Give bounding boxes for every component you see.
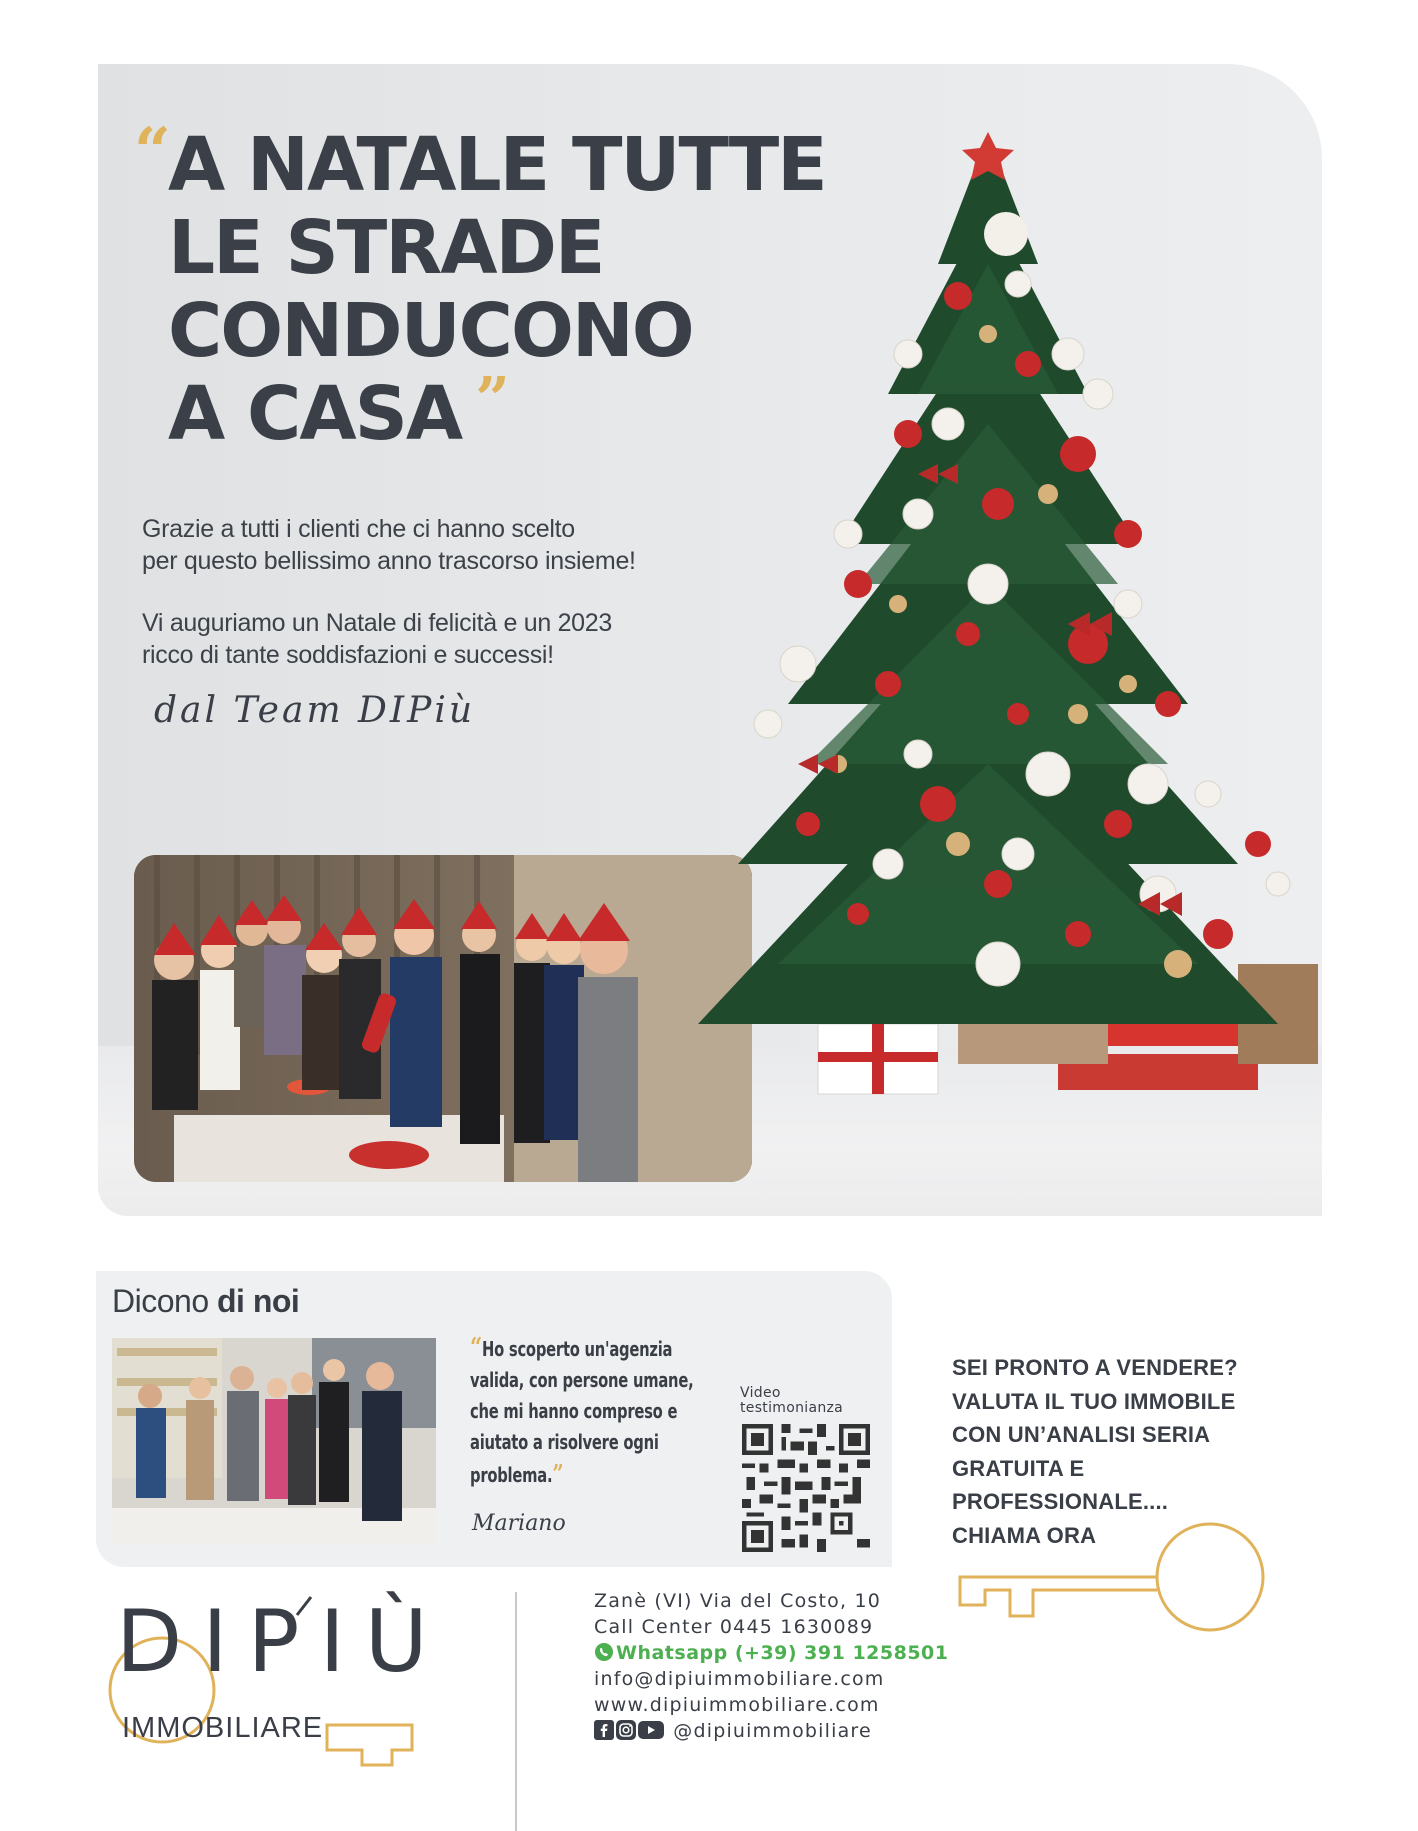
quote-close-mark: ”: [552, 1459, 564, 1488]
cta-line: PROFESSIONALE....: [952, 1489, 1169, 1514]
whatsapp-number: Whatsapp (+39) 391 1258501: [616, 1642, 949, 1664]
youtube-icon[interactable]: [638, 1720, 664, 1740]
video-label: [740, 1386, 843, 1416]
testimonial-quote: [470, 1333, 724, 1491]
cta-line: CON UN’ANALISI SERIA: [952, 1422, 1211, 1447]
quote-line: problema.: [470, 1463, 553, 1487]
testimonial-title-regular: Dicono: [112, 1283, 217, 1319]
social-row: [594, 1718, 949, 1744]
contact-info: [594, 1588, 949, 1744]
headline-open-quote: “: [134, 114, 169, 189]
video-label-line: testimonianza: [740, 1400, 844, 1416]
key-icon: [955, 1520, 1285, 1635]
cta-line: CHIAMA ORA: [952, 1522, 1097, 1548]
testimonial-author: Mariano: [472, 1511, 566, 1536]
quote-line: che mi hanno compreso e: [470, 1399, 678, 1423]
quote-open-mark: “: [470, 1333, 483, 1363]
paragraph-line: Grazie a tutti i clienti che ci hanno scelto: [142, 515, 575, 543]
cta-line: GRATUITA E: [952, 1455, 1085, 1481]
team-signature: dal Team DIPiù: [154, 690, 476, 731]
social-handle[interactable]: @dipiuimmobiliare: [673, 1720, 872, 1742]
address: Zanè (VI) Via del Costo, 10: [594, 1590, 882, 1612]
brand-name: DIPIÙ: [116, 1592, 448, 1692]
whatsapp-icon: [594, 1642, 614, 1662]
email-link[interactable]: info@dipiuimmobiliare.com: [594, 1668, 885, 1690]
cta-line: SEI PRONTO A VENDERE?: [952, 1355, 1238, 1380]
hero-card: [98, 64, 1322, 1216]
testimonial-title: [112, 1283, 299, 1320]
client-photo-illustration: [112, 1338, 436, 1545]
website-link[interactable]: www.dipiuimmobiliare.com: [594, 1694, 880, 1716]
cta-line: VALUTA IL TUO IMMOBILE: [952, 1388, 1236, 1414]
client-photo: [112, 1338, 436, 1545]
paragraph-line: per questo bellissimo anno trascorso insieme!: [142, 547, 636, 575]
quote-line: valida, con persone umane,: [470, 1368, 694, 1392]
christmas-tree-illustration: [658, 64, 1322, 1216]
testimonial-card: [96, 1271, 892, 1567]
facebook-icon[interactable]: [594, 1720, 614, 1740]
instagram-icon[interactable]: [616, 1720, 636, 1740]
headline-line: CONDUCONO: [168, 288, 693, 374]
paragraph-line: ricco di tante soddisfazioni e successi!: [142, 641, 554, 669]
testimonial-title-bold: di noi: [217, 1283, 300, 1319]
headline-close-quote: ”: [475, 365, 508, 435]
qr-code-icon[interactable]: [742, 1424, 870, 1552]
call-center[interactable]: Call Center 0445 1630089: [594, 1616, 874, 1638]
quote-line: Ho scoperto un'agenzia: [482, 1337, 673, 1361]
paragraph-line: Vi auguriamo un Natale di felicità e un 2023: [142, 609, 612, 637]
video-label-line: Video: [740, 1385, 781, 1401]
whatsapp-link[interactable]: [594, 1640, 949, 1666]
headline-line-text: A CASA: [168, 371, 462, 457]
brand-subtitle: IMMOBILIARE: [122, 1712, 324, 1744]
headline-line: LE STRADE: [168, 205, 604, 291]
footer-divider: [515, 1592, 517, 1831]
headline-line: A NATALE TUTTE: [168, 122, 826, 208]
quote-line: aiutato a risolvere ogni: [470, 1430, 659, 1454]
